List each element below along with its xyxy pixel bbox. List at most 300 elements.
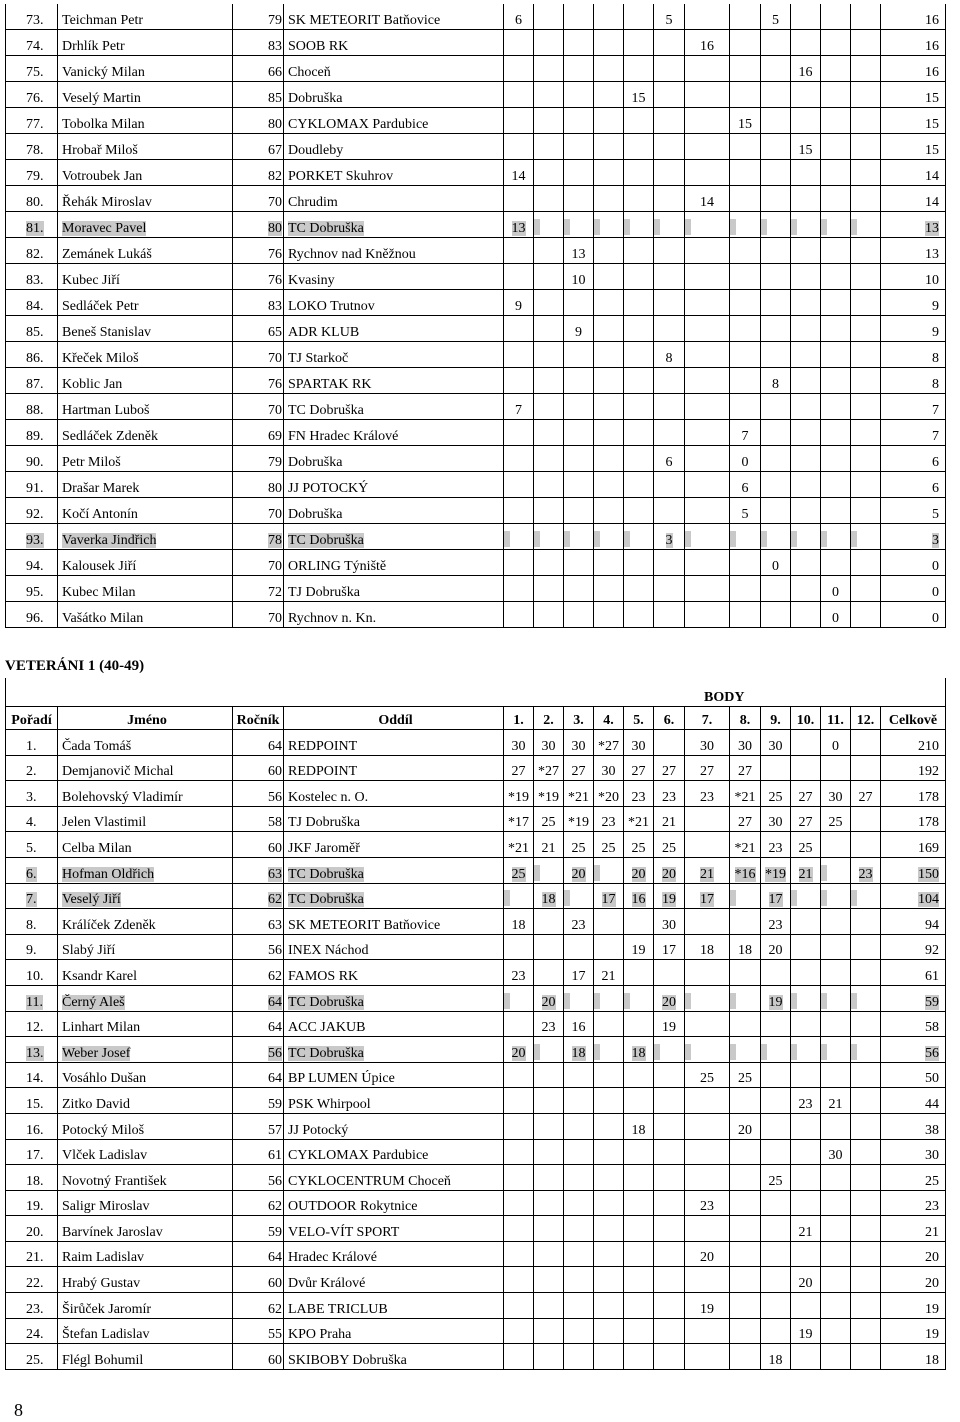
points-cell <box>730 212 761 238</box>
rank-cell: 88. <box>6 394 58 420</box>
points-cell: 30 <box>504 730 534 756</box>
total-cell: 8 <box>881 342 946 368</box>
club-cell <box>284 212 504 238</box>
name-cell <box>58 212 233 238</box>
points-cell <box>564 550 594 576</box>
name-cell-text: Moravec Pavel <box>62 221 147 236</box>
club-cell: Rychnov n. Kn. <box>284 602 504 628</box>
points-cell <box>791 394 821 420</box>
club-cell: FN Hradec Králové <box>284 420 504 446</box>
name-cell: Beneš Stanislav <box>58 316 233 342</box>
points-cell: *27 <box>534 755 564 781</box>
total-cell: 7 <box>881 394 946 420</box>
points-cell <box>761 1139 791 1165</box>
total-cell: 21 <box>881 1216 946 1242</box>
rank-cell <box>6 857 58 883</box>
year-cell: 58 <box>233 806 284 832</box>
points-cell: 30 <box>624 730 654 756</box>
rank-cell: 9. <box>6 934 58 960</box>
points-cell <box>504 1139 534 1165</box>
points-cell <box>654 1318 685 1344</box>
year-cell: 79 <box>233 4 284 30</box>
name-cell: Saligr Miroslav <box>58 1190 233 1216</box>
col-race-5: 5. <box>624 707 654 730</box>
points-cell <box>821 1267 851 1293</box>
points-cell <box>654 290 685 316</box>
name-cell: Zitko David <box>58 1088 233 1114</box>
points-cell <box>851 420 881 446</box>
points-cell: 23 <box>534 1011 564 1037</box>
points-cell <box>654 30 685 56</box>
points-cell <box>851 550 881 576</box>
points-cell <box>654 160 685 186</box>
points-cell: 20 <box>685 1241 730 1267</box>
club-cell: Doudleby <box>284 134 504 160</box>
points-cell <box>504 342 534 368</box>
club-cell: Dvůr Králové <box>284 1267 504 1293</box>
points-cell <box>730 238 761 264</box>
points-cell <box>761 985 791 1011</box>
points-cell <box>594 1088 624 1114</box>
points-cell: 0 <box>821 576 851 602</box>
points-cell <box>791 576 821 602</box>
club-cell: TC Dobruška <box>284 394 504 420</box>
points-cell <box>624 134 654 160</box>
rank-cell: 74. <box>6 30 58 56</box>
points-cell <box>761 1062 791 1088</box>
club-cell <box>284 524 504 550</box>
points-cell <box>821 4 851 30</box>
points-cell: 30 <box>730 730 761 756</box>
name-cell: Králíček Zdeněk <box>58 909 233 935</box>
total-cell: 8 <box>881 368 946 394</box>
points-cell: 20 <box>791 1267 821 1293</box>
points-cell <box>654 238 685 264</box>
points-cell: 30 <box>821 1139 851 1165</box>
points-cell: 25 <box>564 832 594 858</box>
points-cell: 23 <box>504 960 534 986</box>
points-cell <box>685 212 730 238</box>
points-cell: 9 <box>504 290 534 316</box>
club-cell: PORKET Skuhrov <box>284 160 504 186</box>
club-cell: PSK Whirpool <box>284 1088 504 1114</box>
points-cell <box>851 985 881 1011</box>
rank-cell: 95. <box>6 576 58 602</box>
points-cell <box>851 1190 881 1216</box>
table-row <box>6 1037 946 1063</box>
points-cell <box>761 238 791 264</box>
club-cell-text: TC Dobruška <box>288 866 364 882</box>
points-cell <box>534 472 564 498</box>
club-cell <box>284 883 504 909</box>
year-cell: 56 <box>233 1165 284 1191</box>
points-cell: 20 <box>761 934 791 960</box>
points-cell <box>851 264 881 290</box>
points-cell: 30 <box>685 730 730 756</box>
points-cell <box>791 342 821 368</box>
points-cell <box>851 368 881 394</box>
points-cell <box>654 1113 685 1139</box>
points-cell <box>654 576 685 602</box>
points-cell <box>791 108 821 134</box>
club-cell: ADR KLUB <box>284 316 504 342</box>
page-number: 8 <box>14 1400 23 1420</box>
points-cell <box>564 82 594 108</box>
points-cell <box>534 1088 564 1114</box>
rank-cell-text: 13. <box>26 1045 44 1061</box>
points-cell <box>534 909 564 935</box>
points-cell <box>504 1293 534 1319</box>
points-cell <box>730 1165 761 1191</box>
rank-cell: 89. <box>6 420 58 446</box>
points-cell <box>504 576 534 602</box>
year-cell: 67 <box>233 134 284 160</box>
name-cell: Vlček Ladislav <box>58 1139 233 1165</box>
year-cell: 60 <box>233 832 284 858</box>
points-cell: *19 <box>564 806 594 832</box>
points-cell <box>654 1165 685 1191</box>
rank-cell <box>6 1037 58 1063</box>
points-cell: 14 <box>685 186 730 212</box>
points-cell <box>821 550 851 576</box>
points-cell <box>654 498 685 524</box>
name-cell: Vašátko Milan <box>58 602 233 628</box>
points-cell <box>821 960 851 986</box>
total-cell: 15 <box>881 134 946 160</box>
points-cell <box>594 186 624 212</box>
points-cell <box>851 212 881 238</box>
rank-cell: 10. <box>6 960 58 986</box>
points-cell <box>730 602 761 628</box>
points-cell <box>594 342 624 368</box>
points-cell: 25 <box>654 832 685 858</box>
total-cell: 192 <box>881 755 946 781</box>
points-cell <box>534 1293 564 1319</box>
points-cell <box>594 316 624 342</box>
name-cell <box>58 1037 233 1063</box>
points-cell <box>851 524 881 550</box>
name-cell: Flégl Bohumil <box>58 1344 233 1370</box>
points-cell <box>791 909 821 935</box>
points-cell <box>851 832 881 858</box>
points-cell <box>534 1190 564 1216</box>
points-cell <box>564 186 594 212</box>
points-cell <box>504 985 534 1011</box>
points-cell <box>851 30 881 56</box>
name-cell: Hrobař Miloš <box>58 134 233 160</box>
points-cell: *21 <box>730 832 761 858</box>
points-cell <box>685 857 730 883</box>
name-cell: Tobolka Milan <box>58 108 233 134</box>
table-row <box>6 1190 946 1216</box>
points-cell: 19 <box>791 1318 821 1344</box>
points-cell <box>730 857 761 883</box>
points-cell: 0 <box>821 602 851 628</box>
rank-cell: 2. <box>6 755 58 781</box>
points-cell <box>851 1062 881 1088</box>
points-cell-text: 23 <box>858 866 873 882</box>
points-cell: 10 <box>564 264 594 290</box>
total-cell: 0 <box>881 602 946 628</box>
total-cell: 7 <box>881 420 946 446</box>
points-cell <box>594 1165 624 1191</box>
total-cell: 23 <box>881 1190 946 1216</box>
points-cell <box>504 1216 534 1242</box>
points-cell: 27 <box>791 806 821 832</box>
points-cell: *19 <box>504 781 534 807</box>
points-cell <box>821 1037 851 1063</box>
points-cell <box>851 755 881 781</box>
points-cell <box>791 212 821 238</box>
points-cell: 19 <box>654 1011 685 1037</box>
points-cell: 0 <box>730 446 761 472</box>
club-cell: SKIBOBY Dobruška <box>284 1344 504 1370</box>
points-cell <box>791 857 821 883</box>
points-cell <box>504 1113 534 1139</box>
points-cell: 16 <box>685 30 730 56</box>
points-cell: 30 <box>761 806 791 832</box>
club-cell: TJ Starkoč <box>284 342 504 368</box>
points-cell <box>594 498 624 524</box>
rank-cell: 96. <box>6 602 58 628</box>
table-row <box>6 1165 946 1191</box>
points-cell <box>654 730 685 756</box>
points-cell <box>685 1344 730 1370</box>
points-cell <box>791 368 821 394</box>
table-row <box>6 446 946 472</box>
points-cell: 5 <box>654 4 685 30</box>
points-cell <box>504 212 534 238</box>
table-row <box>6 1139 946 1165</box>
points-cell <box>761 212 791 238</box>
rank-cell: 83. <box>6 264 58 290</box>
points-cell <box>564 857 594 883</box>
table-row <box>6 264 946 290</box>
name-cell <box>58 857 233 883</box>
points-cell <box>685 160 730 186</box>
rank-cell: 84. <box>6 290 58 316</box>
points-cell <box>594 1062 624 1088</box>
points-cell <box>685 576 730 602</box>
points-cell <box>791 238 821 264</box>
points-cell: 21 <box>791 1216 821 1242</box>
points-cell <box>624 1344 654 1370</box>
name-cell: Barvínek Jaroslav <box>58 1216 233 1242</box>
rank-cell: 87. <box>6 368 58 394</box>
points-cell <box>851 1344 881 1370</box>
club-cell: Chrudim <box>284 186 504 212</box>
club-cell: SOOB RK <box>284 30 504 56</box>
points-cell-text: 3 <box>665 533 673 548</box>
points-cell: *19 <box>534 781 564 807</box>
points-cell: 23 <box>654 781 685 807</box>
points-cell <box>534 934 564 960</box>
year-cell: 55 <box>233 1318 284 1344</box>
points-cell <box>594 857 624 883</box>
table-row <box>6 985 946 1011</box>
total-cell: 178 <box>881 806 946 832</box>
points-cell <box>851 909 881 935</box>
club-cell: Hradec Králové <box>284 1241 504 1267</box>
year-cell: 64 <box>233 1062 284 1088</box>
points-cell <box>761 160 791 186</box>
rank-cell: 92. <box>6 498 58 524</box>
points-cell <box>821 472 851 498</box>
points-cell <box>730 1190 761 1216</box>
points-cell <box>851 82 881 108</box>
rank-cell: 86. <box>6 342 58 368</box>
points-cell <box>685 446 730 472</box>
points-cell <box>594 264 624 290</box>
points-cell <box>654 550 685 576</box>
points-cell <box>534 368 564 394</box>
points-cell <box>761 524 791 550</box>
points-cell <box>624 1037 654 1063</box>
points-cell <box>594 1267 624 1293</box>
points-cell <box>534 56 564 82</box>
points-cell <box>761 472 791 498</box>
total-cell: 30 <box>881 1139 946 1165</box>
points-cell <box>564 1293 594 1319</box>
rank-cell-text: 11. <box>26 994 43 1010</box>
points-cell: 8 <box>654 342 685 368</box>
club-cell: ACC JAKUB <box>284 1011 504 1037</box>
points-cell: 16 <box>564 1011 594 1037</box>
points-cell <box>791 498 821 524</box>
points-cell <box>624 4 654 30</box>
points-cell <box>685 909 730 935</box>
club-cell: FAMOS RK <box>284 960 504 986</box>
points-cell <box>821 1165 851 1191</box>
points-cell <box>624 1139 654 1165</box>
points-cell <box>730 1216 761 1242</box>
name-cell: Jelen Vlastimil <box>58 806 233 832</box>
points-cell <box>730 524 761 550</box>
total-cell: 0 <box>881 550 946 576</box>
points-cell <box>851 934 881 960</box>
table-row <box>6 108 946 134</box>
name-cell-text: Černý Aleš <box>62 994 125 1010</box>
points-cell <box>624 1062 654 1088</box>
points-cell <box>730 909 761 935</box>
points-cell <box>821 1011 851 1037</box>
points-cell-text: 16 <box>631 892 646 908</box>
rank-cell: 78. <box>6 134 58 160</box>
points-cell <box>685 524 730 550</box>
points-cell <box>821 1241 851 1267</box>
points-cell: *21 <box>504 832 534 858</box>
points-cell <box>534 264 564 290</box>
points-cell <box>821 212 851 238</box>
table-row <box>6 134 946 160</box>
rank-cell: 4. <box>6 806 58 832</box>
name-cell: Drašar Marek <box>58 472 233 498</box>
points-cell <box>791 316 821 342</box>
points-cell: 21 <box>821 1088 851 1114</box>
points-cell <box>685 472 730 498</box>
points-cell <box>624 368 654 394</box>
points-cell <box>851 160 881 186</box>
total-cell: 19 <box>881 1318 946 1344</box>
table-row <box>6 883 946 909</box>
points-cell <box>594 4 624 30</box>
year-cell: 66 <box>233 56 284 82</box>
total-cell: 16 <box>881 30 946 56</box>
name-cell: Řehák Miroslav <box>58 186 233 212</box>
points-cell <box>761 1318 791 1344</box>
points-cell: 25 <box>534 806 564 832</box>
points-cell <box>851 108 881 134</box>
points-cell <box>564 4 594 30</box>
points-cell <box>504 1011 534 1037</box>
points-cell <box>851 56 881 82</box>
points-cell: 18 <box>761 1344 791 1370</box>
points-cell <box>564 290 594 316</box>
points-cell: 27 <box>624 755 654 781</box>
points-cell <box>730 1241 761 1267</box>
points-cell <box>685 550 730 576</box>
club-cell-text: TC Dobruška <box>288 221 364 236</box>
points-cell <box>504 1344 534 1370</box>
points-cell: *20 <box>594 781 624 807</box>
points-cell: 30 <box>534 730 564 756</box>
total-cell: 19 <box>881 1293 946 1319</box>
rank-cell: 21. <box>6 1241 58 1267</box>
table-row <box>6 1088 946 1114</box>
points-cell <box>761 1293 791 1319</box>
points-cell-text: 20 <box>511 1045 526 1061</box>
year-cell: 64 <box>233 1011 284 1037</box>
rank-cell: 18. <box>6 1165 58 1191</box>
points-cell <box>594 446 624 472</box>
points-cell <box>624 985 654 1011</box>
points-cell <box>564 1318 594 1344</box>
total-cell <box>881 212 946 238</box>
points-cell <box>851 1088 881 1114</box>
name-cell <box>58 985 233 1011</box>
points-cell <box>851 342 881 368</box>
year-cell: 76 <box>233 238 284 264</box>
table-row <box>6 56 946 82</box>
veterani-results-table <box>5 678 946 1370</box>
points-cell <box>624 498 654 524</box>
name-cell: Votroubek Jan <box>58 160 233 186</box>
points-cell: 9 <box>564 316 594 342</box>
points-cell <box>791 755 821 781</box>
table-row <box>6 1241 946 1267</box>
points-cell <box>534 316 564 342</box>
points-cell: 27 <box>654 755 685 781</box>
points-cell <box>624 883 654 909</box>
points-cell <box>504 1088 534 1114</box>
points-cell <box>624 342 654 368</box>
points-cell <box>534 420 564 446</box>
table-row <box>6 290 946 316</box>
club-cell: JKF Jaroměř <box>284 832 504 858</box>
points-cell <box>791 1241 821 1267</box>
points-cell <box>730 316 761 342</box>
points-cell <box>761 420 791 446</box>
points-cell <box>791 550 821 576</box>
points-cell <box>791 1062 821 1088</box>
points-cell <box>851 1139 881 1165</box>
points-cell <box>564 394 594 420</box>
points-cell <box>504 1062 534 1088</box>
total-cell-text: 150 <box>918 866 939 882</box>
year-cell: 62 <box>233 960 284 986</box>
points-cell <box>654 883 685 909</box>
rank-cell: 75. <box>6 56 58 82</box>
